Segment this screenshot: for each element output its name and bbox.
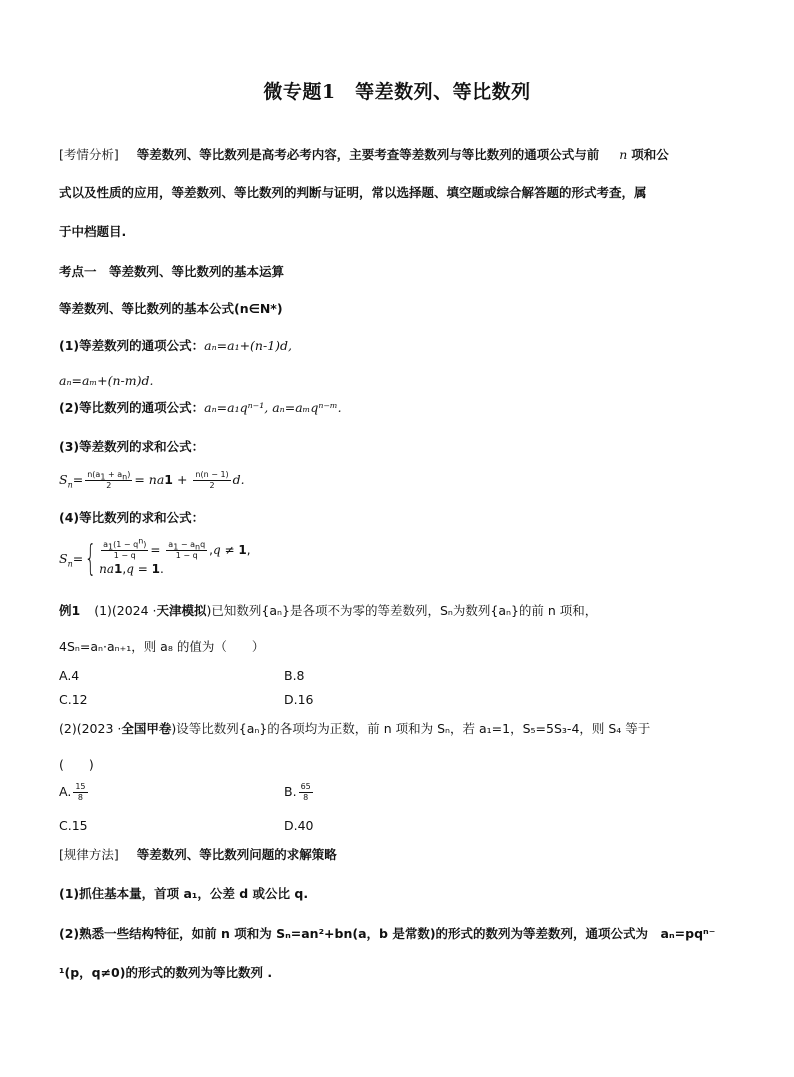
item-2-formula: aₙ=a₁qⁿ⁻¹, aₙ=aₘqⁿ⁻ᵐ. — [204, 400, 342, 415]
part-1-prefix: (1)(2024 · — [94, 603, 157, 618]
part-2-text: )设等比数列{aₙ}的各项均为正数，前 n 项和为 Sₙ，若 a₁=1，S₅=5S₃-4，则 S₄ 等于 — [171, 721, 651, 736]
method-heading: 等差数列、等比数列问题的求解策略 — [136, 847, 337, 862]
option-2-c: C.15 — [59, 818, 88, 833]
option-2-a: A. $\frac{15}{8}$ — [59, 782, 86, 802]
method-point-1: (1)抓住基本量，首项 a₁，公差 d 或公比 q. — [59, 886, 309, 901]
intro-text-1: 等差数列、等比数列是高考必考内容，主要考查等差数列与等比数列的通项公式与前 — [136, 147, 600, 162]
intro-n: n — [619, 147, 628, 162]
geometric-sum-formula: $S_n=${ $\frac{a_1(1 - q^n)}{1 - q}$ = $\frac{a_1 - a_nq}{1 - q}$ ,q ≠ 1, na1,q = 1. — [59, 536, 251, 579]
arithmetic-sum-formula: $S_n=$ $\frac{n(a_1 + a_n)}{2}$ = na1 + $\frac{n(n - 1)}{2}$ d. — [59, 470, 245, 490]
method-point-2-line-1: (2)熟悉一些结构特征，如前 n 项和为 Sₙ=an²+bn(a，b 是常数)的形式的数列为等差数列，通项公式为 aₙ=pqⁿ⁻ — [59, 926, 716, 941]
item-2 — [59, 400, 342, 416]
item-2-label: (2)等比数列的通项公式： — [59, 400, 205, 415]
example-label: 例1 — [59, 603, 81, 618]
example-1-part-2 — [59, 721, 650, 737]
section-heading: 考点一 等差数列、等比数列的基本运算 — [59, 264, 285, 279]
example-1-part-1 — [59, 603, 597, 619]
item-1-formula: aₙ=a₁+(n-1)d, — [204, 338, 293, 353]
method-point-2-line-2: ¹(p，q≠0)的形式的数列为等比数列 . — [59, 965, 273, 980]
option-a: A.4 — [59, 668, 80, 683]
intro-text-1-tail: 项和公 — [631, 147, 669, 162]
item-1-label: (1)等差数列的通项公式： — [59, 338, 205, 353]
example-1-part-2-line-2: ( ) — [59, 757, 94, 772]
basic-formula-label: 等差数列、等比数列的基本公式(n∈N*) — [59, 301, 283, 316]
example-1-part-1-line-2: 4Sₙ=aₙ·aₙ₊₁，则 a₈ 的值为（ ） — [59, 639, 265, 654]
part-2-prefix: (2)(2023 · — [59, 721, 122, 736]
option-2-d: D.40 — [284, 818, 314, 833]
option-c: C.12 — [59, 692, 88, 707]
part-1-text: )已知数列{aₙ}是各项不为零的等差数列，Sₙ为数列{aₙ}的前 n 项和， — [206, 603, 598, 618]
option-d: D.16 — [284, 692, 314, 707]
intro-line-3: 于中档题目. — [59, 224, 127, 239]
intro-line-1 — [59, 147, 669, 163]
part-2-source: 全国甲卷 — [121, 721, 172, 736]
part-1-source: 天津模拟 — [156, 603, 207, 618]
page-title: 微专题1 等差数列、等比数列 — [263, 81, 531, 103]
option-b: B.8 — [284, 668, 305, 683]
item-3: (3)等差数列的求和公式： — [59, 439, 205, 454]
item-4: (4)等比数列的求和公式： — [59, 510, 205, 525]
method-tag: [规律方法] — [59, 847, 119, 862]
method-heading-line — [59, 847, 337, 863]
intro-line-2: 式以及性质的应用，等差数列、等比数列的判断与证明，常以选择题、填空题或综合解答题的形式考查，属 — [59, 185, 647, 200]
option-2-b: B. $\frac{65}{8}$ — [284, 782, 311, 802]
intro-tag: [考情分析] — [59, 147, 119, 162]
item-1-line-2: aₙ=aₘ+(n-m)d. — [59, 373, 154, 388]
item-1 — [59, 338, 292, 354]
